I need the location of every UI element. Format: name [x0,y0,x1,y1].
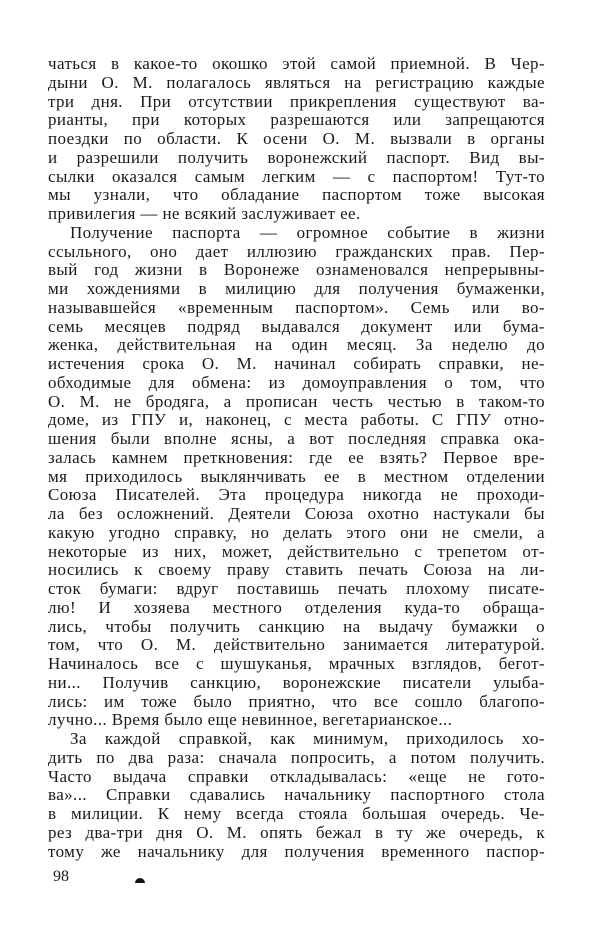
text-line: чаться в какое-то окошко этой самой приемной. В Чер- [48,54,545,73]
page-number: 98 [53,868,69,885]
text-line: некоторые из них, может, действительно с трепетом от- [48,541,545,561]
text-line: ла без осложнений. Деятели Союза охотно настукали бы [48,504,545,523]
text-line: сылки оказался самым легким — с паспортом! Тут-то [48,166,545,186]
scan-mark [135,878,145,883]
text-line: в милиции. К нему всегда стояла большая очередь. Че- [48,804,545,823]
text-line: ва»... Справки сдавались начальнику паспортного стола [48,785,545,805]
text-line: Получение паспорта — огромное событие в жизни [70,222,545,242]
text-line: поездки по области. К осени О. М. вызвали в органы [48,129,545,148]
text-line: сток бумаги: вдруг поставишь печать плохому писате- [48,579,545,598]
text-line: лись, чтобы получить санкцию на выдачу бумажки о [48,616,545,636]
text-line: Начиналось все с шушуканья, мрачных взглядов, бегот- [48,654,545,673]
text-line: лись: им тоже было приятно, что все сошло благопо- [48,691,545,711]
text-line: носились к своему праву ставить печать Союза на ли- [48,560,545,580]
text-line: Союза Писателей. Эта процедура никогда не проходи- [48,485,545,505]
text-line: залась камнем преткновения: где ее взять? Первое вре- [48,447,545,467]
text-line: истечения срока О. М. начинал собирать справки, не- [48,354,545,373]
text-line: том, что О. М. действительно занимается литературой. [48,635,545,655]
text-line: ссыльного, оно дает иллюзию гражданских прав. Пер- [48,241,545,261]
text-line: ни... Получив санкцию, воронежские писатели улыба- [48,672,545,692]
text-line: три дня. При отсутствии прикрепления существуют ва- [48,91,545,111]
text-line: женка, действительная на один месяц. За неделю до [48,335,545,355]
text-line: мя приходилось выклянчивать ее в местном отделении [48,466,545,486]
text-line: О. М. не бродяга, а прописан честь честью в таком-то [48,391,545,411]
text-line: рез два-три дня О. М. опять бежал в ту же очередь, к [48,822,545,842]
page-body [48,55,545,861]
text-line: Часто выдача справки откладывалась: «еще не гото- [48,766,545,786]
text-line: лю! И хозяева местного отделения куда-то обраща- [48,597,545,617]
text-line: лучно... Время было еще невинное, вегетарианское... [48,710,453,730]
text-line: и разрешили получить воронежский паспорт. Вид вы- [48,147,545,167]
text-line: За каждой справкой, как минимум, приходилось хо- [70,729,545,748]
text-line: обходимые для обмена: из домоуправления о том, что [48,372,545,392]
text-line: тому же начальнику для получения временного паспор- [48,841,545,861]
text-line: какую угодно справку, но делать этого они не смели, а [48,522,545,542]
text-line: называвшейся «временным паспортом». Семь или во- [48,297,545,317]
text-line: шения были вполне ясны, а вот последняя справка ока- [48,429,545,448]
text-line: рианты, при которых разрешаются или запрещаются [48,110,545,130]
text-line: доме, из ГПУ и, наконец, с места работы. С ГПУ отно- [48,410,545,430]
text-line: привилегия — не всякий заслуживает ее. [48,204,361,223]
text-line: мы узнали, что обладание паспортом тоже высокая [48,185,545,205]
text-line: ми хождениями в милицию для получения бумаженки, [48,279,545,298]
text-line: семь месяцев подряд выдавался документ или бума- [48,316,545,336]
text-line: вый год жизни в Воронеже ознаменовался непрерывны- [48,260,545,280]
paragraph [48,730,545,861]
text-line: дыни О. М. полагалось являться на регистрацию каждые [48,72,545,92]
paragraph [48,55,545,224]
text-line: дить по два раза: сначала попросить, а потом получить. [48,747,545,767]
paragraph [48,224,545,730]
